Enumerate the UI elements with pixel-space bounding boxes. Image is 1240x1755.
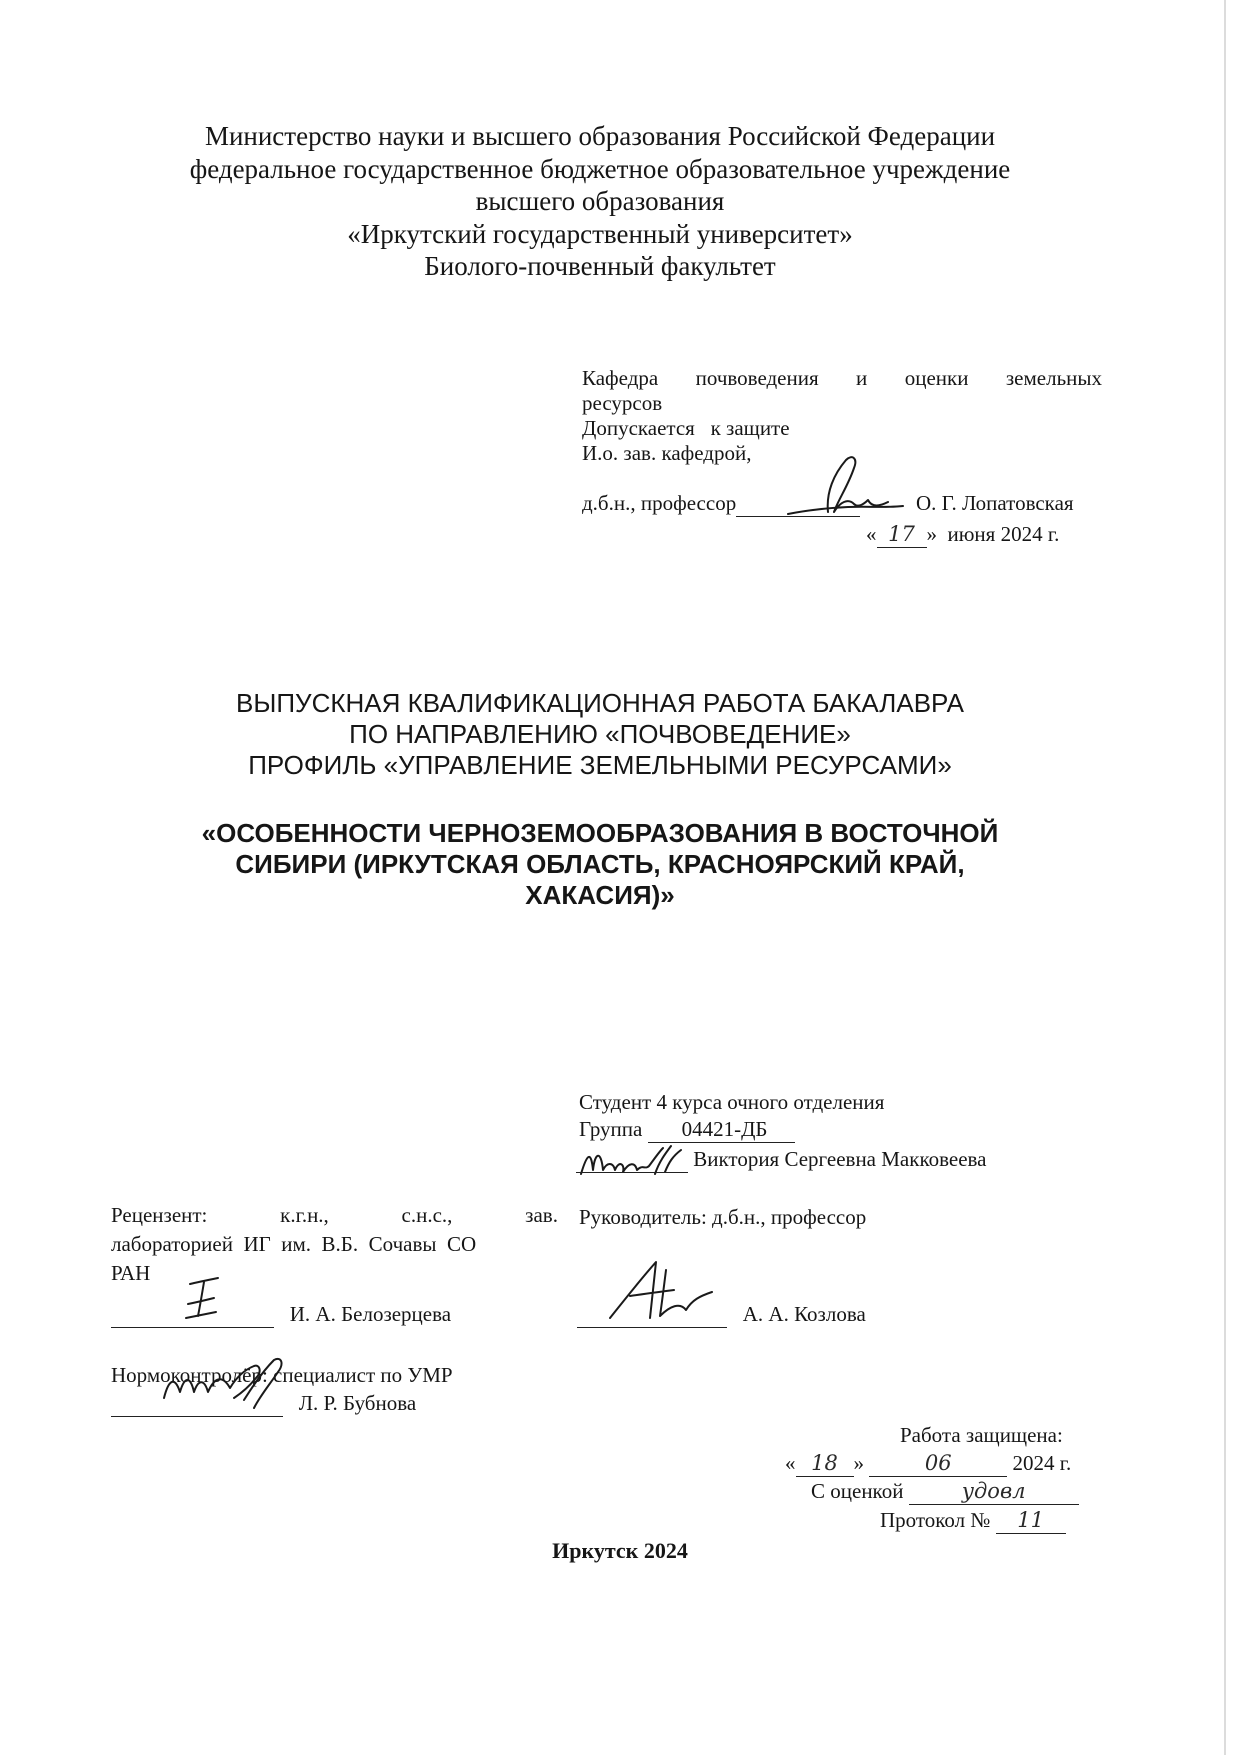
grade-label: С оценкой	[811, 1479, 904, 1503]
acting-head-line: И.о. зав. кафедрой,	[582, 441, 752, 465]
reviewer-signature-line	[111, 1302, 274, 1328]
group-label: Группа	[579, 1117, 643, 1141]
department-line: Кафедра почвоведения и оценки земельных	[582, 366, 1102, 390]
student-course: Студент 4 курса очного отделения	[579, 1090, 885, 1114]
normcontrol-label: Нормоконтролёр: специалист по УМР	[111, 1363, 453, 1387]
reviewer-role: зав.	[525, 1203, 558, 1227]
approval-day: 17	[877, 522, 927, 548]
student-name: Виктория Сергеевна Макковеева	[693, 1147, 987, 1171]
normcontrol-name-line	[111, 1391, 416, 1417]
defense-month: 06	[869, 1451, 1007, 1477]
protocol-value: 11	[996, 1508, 1066, 1534]
thesis-type-line-3: ПРОФИЛЬ «УПРАВЛЕНИЕ ЗЕМЕЛЬНЫМИ РЕСУРСАМИ»	[248, 750, 952, 780]
faculty-line: Биолого-почвенный факультет	[424, 251, 776, 281]
defense-protocol	[880, 1508, 1066, 1534]
head-signature	[768, 452, 918, 532]
defense-date: « 18 » 06 2024 г.	[785, 1451, 1072, 1475]
thesis-type	[120, 688, 1080, 781]
thesis-title-line-1: «ОСОБЕННОСТИ ЧЕРНОЗЕМООБРАЗОВАНИЯ В ВОСТОЧНОЙ	[201, 818, 999, 848]
approval-month-year: июня 2024 г.	[947, 522, 1060, 546]
group-value: 04421-ДБ	[648, 1117, 796, 1143]
normcontrol-signature-line	[111, 1391, 283, 1417]
supervisor-label: Руководитель: д.б.н., профессор	[579, 1205, 867, 1229]
university-name-line: «Иркутский государственный университет»	[347, 218, 853, 249]
reviewer-degree: к.г.н.,	[280, 1203, 329, 1227]
reviewer-line-2: лабораторией ИГ им. В.Б. Сочавы СО	[111, 1232, 477, 1256]
head-title: д.б.н., профессор	[582, 491, 737, 515]
institution-type-line: федеральное государственное бюджетное образовательное учреждение	[189, 153, 1011, 184]
protocol-label: Протокол №	[880, 1508, 991, 1532]
reviewer-position: с.н.с.,	[401, 1203, 453, 1227]
education-level-line: высшего образования	[475, 186, 725, 216]
normcontrol-name: Л. Р. Бубнова	[298, 1391, 417, 1415]
page-edge	[1224, 0, 1226, 1755]
thesis-title-line-2: СИБИРИ (ИРКУТСКАЯ ОБЛАСТЬ, КРАСНОЯРСКИЙ КРАЙ,	[235, 849, 965, 879]
department-line-2: ресурсов	[582, 391, 663, 415]
supervisor-name-line	[577, 1302, 866, 1328]
grade-value: удовл	[909, 1479, 1079, 1505]
head-name: О. Г. Лопатовская	[916, 491, 1074, 515]
approval-block	[582, 366, 1102, 466]
student-name-line	[576, 1147, 986, 1173]
student-signature-line	[576, 1147, 688, 1173]
defense-day: 18	[796, 1451, 854, 1477]
reviewer-name: И. А. Белозерцева	[289, 1302, 452, 1326]
thesis-title	[120, 818, 1080, 911]
date-open-quote: «	[866, 522, 877, 546]
approval-date	[866, 522, 1059, 548]
city-year: Иркутск 2024	[552, 1538, 688, 1563]
reviewer-line-1	[111, 1203, 558, 1228]
reviewer-line-3: РАН	[111, 1261, 151, 1285]
thesis-type-line-2: ПО НАПРАВЛЕНИЮ «ПОЧВОВЕДЕНИЕ»	[349, 719, 851, 749]
thesis-type-line-1: ВЫПУСКНАЯ КВАЛИФИКАЦИОННАЯ РАБОТА БАКАЛАВРА	[236, 688, 964, 718]
supervisor-name: А. А. Козлова	[742, 1302, 866, 1326]
ministry-line: Министерство науки и высшего образования Российской Федерации	[204, 121, 996, 151]
defense-grade	[811, 1479, 1079, 1505]
supervisor-signature-line	[577, 1302, 727, 1328]
defense-label: Работа защищена:	[900, 1423, 1063, 1447]
thesis-title-line-3: ХАКАСИЯ)»	[525, 880, 675, 910]
reviewer-label: Рецензент:	[111, 1203, 208, 1227]
admitted-line: Допускается к защите	[582, 416, 790, 440]
defense-year: 2024 г.	[1012, 1451, 1072, 1475]
institution-header	[130, 120, 1070, 283]
date-close-quote: »	[926, 522, 937, 546]
reviewer-name-line	[111, 1302, 451, 1328]
